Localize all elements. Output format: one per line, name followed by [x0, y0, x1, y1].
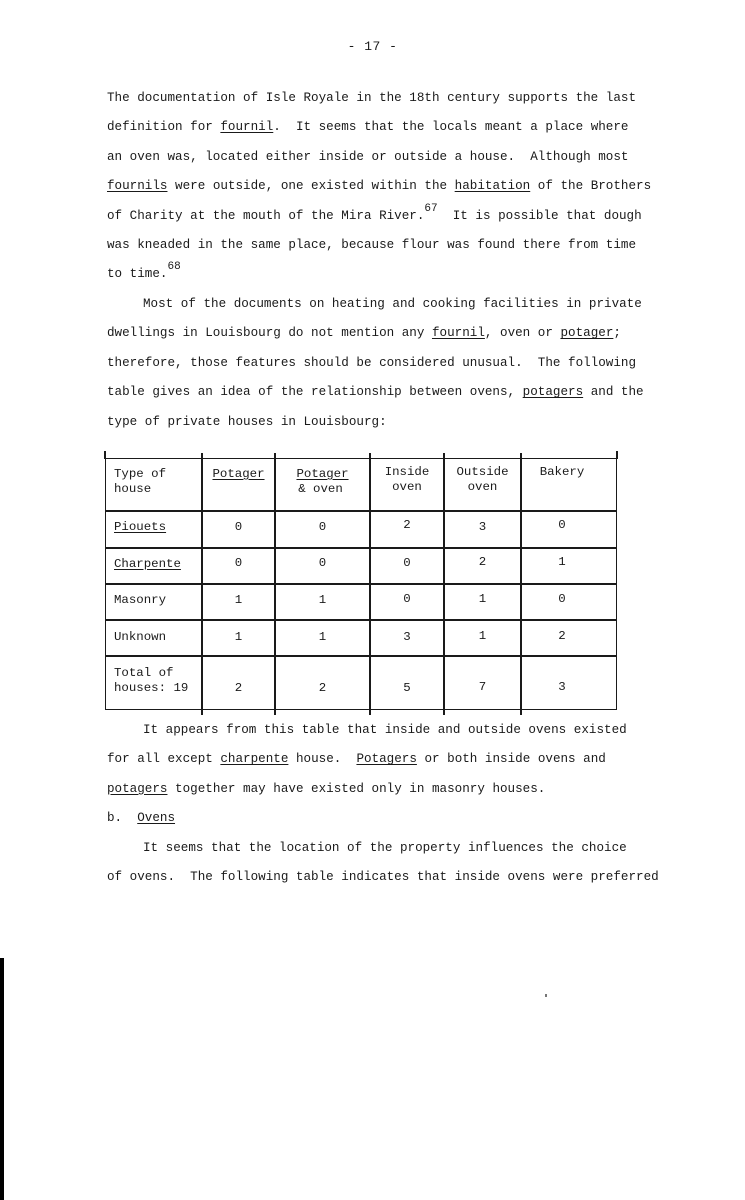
table-cell: 2 [403, 518, 411, 532]
text-span: type of private houses in Louisbourg: [107, 414, 387, 429]
table-cell: 1 [478, 592, 487, 606]
table-cell: 7 [478, 680, 487, 694]
header-line: Type of [114, 467, 167, 481]
text-span: were outside, one existed within the [167, 179, 455, 194]
paragraph-4 [107, 834, 659, 893]
page-number: - 17 - [347, 39, 398, 54]
header-type-of-house [114, 467, 166, 497]
paragraph-3 [107, 716, 647, 804]
header-bakery [522, 465, 602, 480]
table-cell: 3 [558, 680, 566, 694]
text-line [107, 834, 647, 863]
text-line [107, 863, 659, 892]
table-cell: 0 [403, 556, 411, 570]
row-label-piquets [114, 520, 166, 535]
scan-edge-bar [0, 958, 4, 1200]
table-cell: 0 [318, 556, 327, 570]
text-span: . It seems that the locals meant a place where [273, 120, 629, 135]
section-b-heading [107, 804, 647, 833]
paragraph-1 [107, 84, 652, 290]
header-line: Inside [384, 465, 430, 479]
term-potagers: potagers [522, 385, 584, 400]
text-line [107, 143, 647, 172]
row-divider [106, 510, 616, 512]
text-span: together may have existed only in masonry houses. [167, 781, 546, 796]
row-label-line: Total of [114, 666, 174, 680]
text-span: It is possible that dough [437, 208, 642, 223]
row-label-unknown: Unknown [114, 630, 167, 644]
text-span: house. [288, 752, 357, 767]
table-cell: 5 [403, 681, 411, 695]
text-line [107, 408, 647, 437]
row-label-total [114, 666, 188, 696]
table-cell: 1 [234, 630, 243, 644]
table-cell: 0 [558, 518, 566, 532]
table-cell: 1 [234, 593, 243, 607]
term-potager: potager [560, 326, 614, 341]
text-span: therefore, those features should be considered unusual. The following [107, 355, 637, 370]
header-potager [203, 467, 274, 482]
text-span: was kneaded in the same place, because flour was found there from time [107, 237, 637, 252]
table-cell: 3 [403, 630, 411, 644]
footnote-ref-67: 67 [424, 202, 438, 215]
table-cell: 1 [558, 555, 566, 569]
table-cell: 0 [403, 592, 411, 606]
text-span: table gives an idea of the relationship between ovens, [107, 385, 523, 400]
text-span: definition for [107, 120, 221, 135]
header-line: oven [392, 480, 422, 494]
table-cell: 0 [318, 520, 327, 534]
text-span: of ovens. The following table indicates that inside ovens were preferred [107, 870, 659, 885]
text-span: The documentation of Isle Royale in the 18th century supports the last [107, 91, 637, 105]
row-label-text: Piouets [114, 520, 167, 534]
text-span: Most of the documents on heating and cooking facilities in private [143, 297, 642, 311]
table-cell: 1 [318, 593, 327, 607]
scan-speck [545, 994, 547, 997]
text-line [107, 378, 647, 407]
term-fournils: fournils [107, 179, 168, 194]
text-line [107, 745, 647, 774]
table-cell: 2 [318, 681, 327, 695]
row-label-line: houses: 19 [114, 681, 189, 695]
text-span: of Charity at the mouth of the Mira River. [107, 208, 425, 223]
text-line [107, 349, 647, 378]
text-line [107, 319, 647, 348]
table-cell: 0 [234, 556, 243, 570]
table-cell: 2 [478, 555, 487, 569]
text-line [107, 202, 647, 231]
row-label-text: Charpente [114, 557, 181, 571]
row-divider [106, 619, 616, 621]
term-potagers: potagers [107, 781, 168, 796]
text-span: an oven was, located either inside or outside a house. Although most [107, 149, 629, 164]
row-divider [106, 583, 616, 585]
row-divider [106, 655, 616, 657]
header-line: Bakery [539, 465, 585, 479]
text-span: for all except [107, 752, 221, 767]
text-line [107, 260, 647, 289]
term-fournil: fournil [220, 120, 274, 135]
row-divider [106, 547, 616, 549]
text-span: or both inside ovens and [416, 752, 606, 767]
table-cell: 1 [478, 629, 487, 643]
footnote-ref-68: 68 [167, 261, 181, 274]
term-habitation: habitation [454, 179, 531, 194]
text-line [107, 84, 647, 113]
header-inside-oven [371, 465, 443, 495]
table-cell: 3 [478, 520, 487, 534]
text-span: to time. [107, 267, 168, 282]
header-line: Outside [456, 465, 509, 479]
header-potager-and-oven [276, 467, 369, 497]
text-span: of the Brothers [530, 179, 652, 194]
table-border-tick [104, 451, 106, 459]
header-line: Potager [212, 467, 265, 481]
term-fournil: fournil [431, 326, 485, 341]
section-prefix: b. [107, 811, 138, 825]
text-span: It seems that the location of the property influences the choice [143, 841, 627, 855]
header-line: oven [467, 480, 498, 494]
ovens-potagers-table [105, 458, 617, 710]
header-line: & oven [298, 482, 343, 496]
table-cell: 0 [558, 592, 566, 606]
text-line [107, 716, 647, 745]
row-label-masonry: Masonry [114, 593, 167, 607]
text-span: It appears from this table that inside and outside ovens existed [143, 723, 627, 737]
text-line [107, 775, 647, 804]
table-cell: 0 [234, 520, 243, 534]
section-title: Ovens [137, 811, 176, 825]
text-span: , oven or [484, 326, 561, 341]
table-border-tick [616, 451, 618, 459]
text-line [107, 290, 647, 319]
header-line: house [114, 482, 152, 496]
text-line [107, 172, 652, 201]
text-line [107, 804, 647, 833]
term-potagers: Potagers [356, 752, 417, 767]
table-cell: 2 [558, 629, 566, 643]
paragraph-2 [107, 290, 647, 437]
table-cell: 1 [318, 630, 327, 644]
text-span: dwellings in Louisbourg do not mention any [107, 326, 432, 341]
term-charpente: charpente [220, 752, 289, 767]
table-cell: 2 [234, 681, 243, 695]
header-line: Potager [296, 467, 349, 481]
text-span: ; [613, 326, 621, 341]
header-outside-oven [445, 465, 520, 495]
text-span: and the [583, 385, 644, 400]
text-line [107, 113, 647, 142]
text-line [107, 231, 647, 260]
row-label-charpente [114, 557, 181, 572]
